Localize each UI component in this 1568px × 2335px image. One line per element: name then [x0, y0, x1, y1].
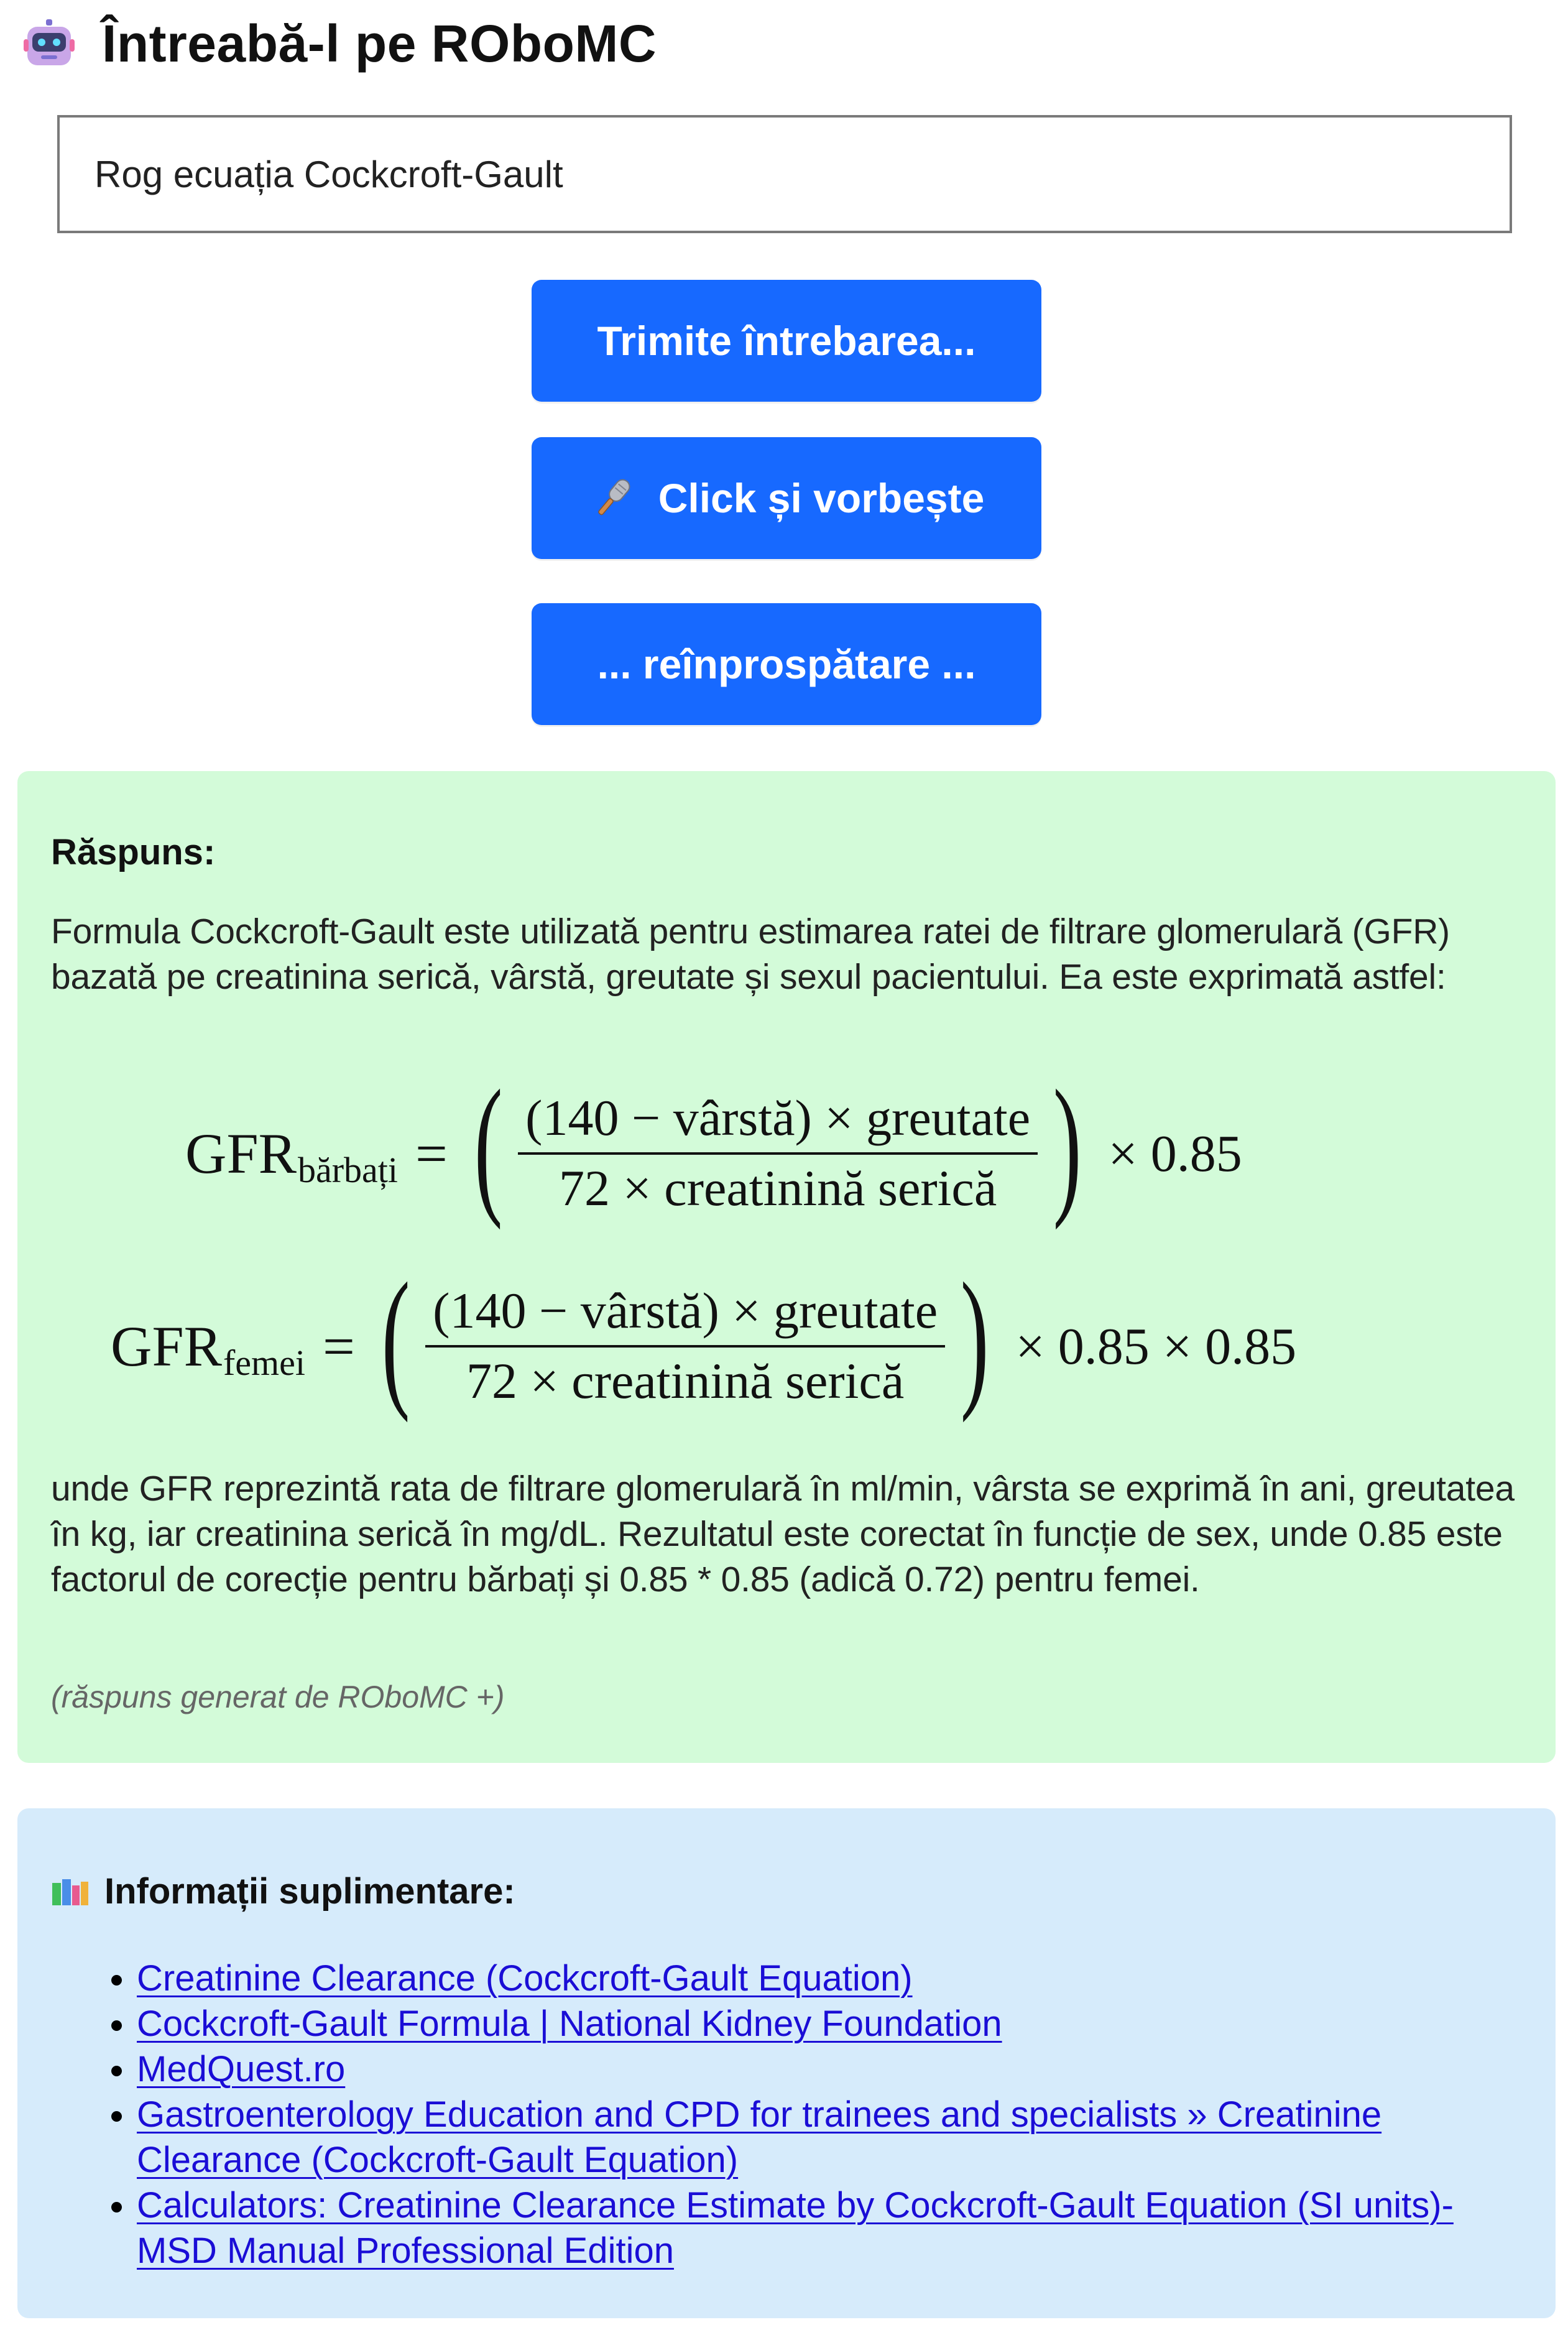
fraction-bar: [518, 1152, 1038, 1155]
fraction-denominator: 72 × creatinină serică: [466, 1352, 905, 1409]
answer-heading: Răspuns:: [51, 832, 216, 872]
formula-subscript: bărbați: [297, 1149, 398, 1190]
list-item: [137, 2092, 1522, 2183]
list-item: [137, 2046, 1522, 2092]
answer-intro: Formula Cockcroft-Gault este utilizată pentru estimarea ratei de filtrare glomerulară (GFR) bazată pe creatinina serică, vârstă, greutate și sexul pacientului. Ea este exprimată astfel:: [51, 912, 1450, 997]
robot-icon: [24, 18, 75, 69]
info-heading: [51, 1870, 1522, 1912]
send-question-button[interactable]: [532, 280, 1041, 402]
formula-close-paren: ): [1053, 1058, 1082, 1231]
fraction-numerator: (140 − vârstă) × greutate: [433, 1282, 938, 1339]
list-item: [137, 2001, 1522, 2046]
reference-links: [51, 1956, 1522, 2273]
answer-explanation: unde GFR reprezintă rata de filtrare glomerulară în ml/min, vârsta se exprimă în ani, greutatea în kg, iar creatinina serică în mg/dL. Rezultatul este corectat în funcție de sex, unde 0.85 este factorul de corecție pentru bărbați și 0.85 * 0.85 (adică 0.72) pentru femei.: [51, 1469, 1515, 1599]
info-title: Informații suplimentare:: [104, 1871, 515, 1912]
fraction-denominator: 72 × creatinină serică: [559, 1160, 997, 1216]
reference-link[interactable]: Cockcroft-Gault Formula | National Kidney Foundation: [137, 2004, 1002, 2044]
formula-open-paren: (: [381, 1251, 410, 1423]
click-and-speak-label: Click și vorbește: [658, 475, 985, 521]
formula-equals: =: [323, 1315, 355, 1378]
answer-panel: [17, 771, 1556, 1763]
list-item: [137, 1956, 1522, 2001]
reference-link[interactable]: Creatinine Clearance (Cockcroft-Gault Equation): [137, 1958, 913, 1999]
formula-women: [111, 1251, 1297, 1424]
page-header: [24, 6, 657, 81]
send-question-label: Trimite întrebarea...: [597, 318, 976, 364]
info-panel: [17, 1808, 1556, 2318]
fraction-bar: [425, 1345, 945, 1348]
formula-open-paren: (: [474, 1058, 503, 1231]
formula-lhs: GFR: [185, 1122, 297, 1185]
formula-equals: =: [415, 1122, 448, 1185]
answer-credit: (răspuns generat de ROboMC +): [51, 1680, 505, 1714]
question-input[interactable]: [57, 115, 1512, 233]
page-title: Întreabă-l pe ROboMC: [102, 14, 657, 73]
refresh-button[interactable]: [532, 603, 1041, 725]
formula-fraction: [425, 1283, 945, 1408]
formula-men: [185, 1058, 1242, 1231]
formula-factor: × 0.85 × 0.85: [1015, 1317, 1297, 1376]
refresh-label: ... reînprospătare ...: [597, 641, 976, 687]
reference-link[interactable]: Calculators: Creatinine Clearance Estimate by Cockcroft-Gault Equation (SI units)-MSD Manual Professional Edition: [137, 2185, 1454, 2271]
list-item: [137, 2183, 1522, 2273]
formula-lhs: GFR: [111, 1315, 222, 1378]
microphone-icon: [589, 474, 637, 522]
reference-link[interactable]: Gastroenterology Education and CPD for trainees and specialists » Creatinine Clearance (Cockcroft-Gault Equation): [137, 2094, 1382, 2180]
formula-close-paren: ): [960, 1251, 989, 1423]
books-icon: [51, 1877, 90, 1907]
formula-fraction: [518, 1091, 1038, 1216]
fraction-numerator: (140 − vârstă) × greutate: [525, 1089, 1031, 1147]
reference-link[interactable]: MedQuest.ro: [137, 2049, 346, 2089]
formula-factor: × 0.85: [1108, 1124, 1242, 1183]
formula-subscript: femei: [223, 1342, 305, 1383]
click-and-speak-button[interactable]: [532, 437, 1041, 559]
